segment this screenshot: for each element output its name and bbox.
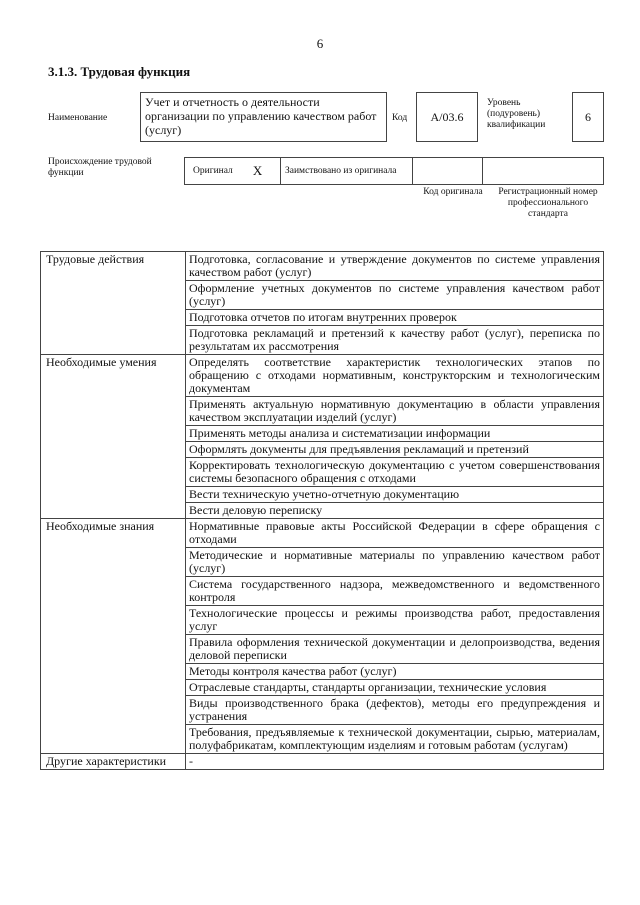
section-item-cell: Применять методы анализа и систематизации информации bbox=[186, 426, 604, 442]
section-item-cell: Система государственного надзора, межведомственного и ведомственного контроля bbox=[186, 577, 604, 606]
code-label: Код bbox=[392, 113, 408, 123]
table-row bbox=[41, 754, 604, 770]
function-name-box: Учет и отчетность о деятельности организации по управлению качеством работ (услуг) bbox=[140, 92, 387, 142]
section-item-cell: Правила оформления технической документации и делопроизводства, ведения деловой переписки bbox=[186, 635, 604, 664]
section-item-cell: Виды производственного брака (дефектов), методы его предупреждения и устранения bbox=[186, 696, 604, 725]
section-item-cell: Нормативные правовые акты Российской Федерации в сфере обращения с отходами bbox=[186, 519, 604, 548]
original-code-caption: Код оригинала bbox=[423, 187, 483, 197]
registration-number-caption: Регистрационный номер профессионального стандарта bbox=[498, 187, 598, 219]
section-item-cell: Требования, предъявляемые к технической документации, сырью, материалам, полуфабрикатам, комплектующим изделиям и готовым работам (услугам) bbox=[186, 725, 604, 754]
section-item-cell: Оформление учетных документов по системе управления качеством работ (услуг) bbox=[186, 281, 604, 310]
table-row bbox=[41, 252, 604, 281]
function-details-table bbox=[40, 251, 604, 770]
section-item-cell: Отраслевые стандарты, стандарты организации, технические условия bbox=[186, 680, 604, 696]
section-item-cell: Применять актуальную нормативную документацию в области управления качеством эксплуатации изделий (услуг) bbox=[186, 397, 604, 426]
original-label: Оригинал bbox=[193, 165, 233, 176]
section-item-cell: Методы контроля качества работ (услуг) bbox=[186, 664, 604, 680]
section-category-cell: Трудовые действия bbox=[41, 252, 186, 355]
section-title: 3.1.3. Трудовая функция bbox=[48, 64, 191, 79]
name-label: Наименование bbox=[48, 113, 108, 123]
table-row bbox=[41, 519, 604, 548]
section-item-cell: Технологические процессы и режимы производства работ, предоставления услуг bbox=[186, 606, 604, 635]
function-code-box: A/03.6 bbox=[416, 92, 478, 142]
qualification-level-box: 6 bbox=[572, 92, 604, 142]
section-category-cell: Необходимые умения bbox=[41, 355, 186, 519]
section-category-cell: Необходимые знания bbox=[41, 519, 186, 754]
section-category-cell: Другие характеристики bbox=[41, 754, 186, 770]
section-item-cell: Подготовка рекламаций и претензий к качеству работ (услуг), переписка по результатам их рассмотрения bbox=[186, 326, 604, 355]
level-label: Уровень (подуровень) квалификации bbox=[487, 98, 546, 130]
section-item-cell: Оформлять документы для предъявления рекламаций и претензий bbox=[186, 442, 604, 458]
origin-label: Происхождение трудовой функции bbox=[48, 157, 152, 178]
borrowed-cell: Заимствовано из оригинала bbox=[281, 158, 413, 184]
section-item-cell: Определять соответствие характеристик технологических этапов по обращению с отходами нормативным, конструкторским и технологическим документам bbox=[186, 355, 604, 397]
registration-number-cell bbox=[483, 158, 603, 184]
section-item-cell: Вести деловую переписку bbox=[186, 503, 604, 519]
section-item-cell: - bbox=[186, 754, 604, 770]
section-item-cell: Методические и нормативные материалы по управлению качеством работ (услуг) bbox=[186, 548, 604, 577]
page-number: 6 bbox=[316, 36, 324, 51]
original-mark: X bbox=[252, 163, 263, 178]
original-code-cell bbox=[413, 158, 483, 184]
section-item-cell: Вести техническую учетно-отчетную документацию bbox=[186, 487, 604, 503]
table-row bbox=[41, 355, 604, 397]
origin-row bbox=[184, 157, 604, 185]
section-item-cell: Подготовка отчетов по итогам внутренних проверок bbox=[186, 310, 604, 326]
section-item-cell: Подготовка, согласование и утверждение документов по системе управления качеством работ (услуг) bbox=[186, 252, 604, 281]
original-cell bbox=[185, 158, 281, 184]
section-item-cell: Корректировать технологическую документацию с учетом совершенствования системы безопасного обращения с отходами bbox=[186, 458, 604, 487]
